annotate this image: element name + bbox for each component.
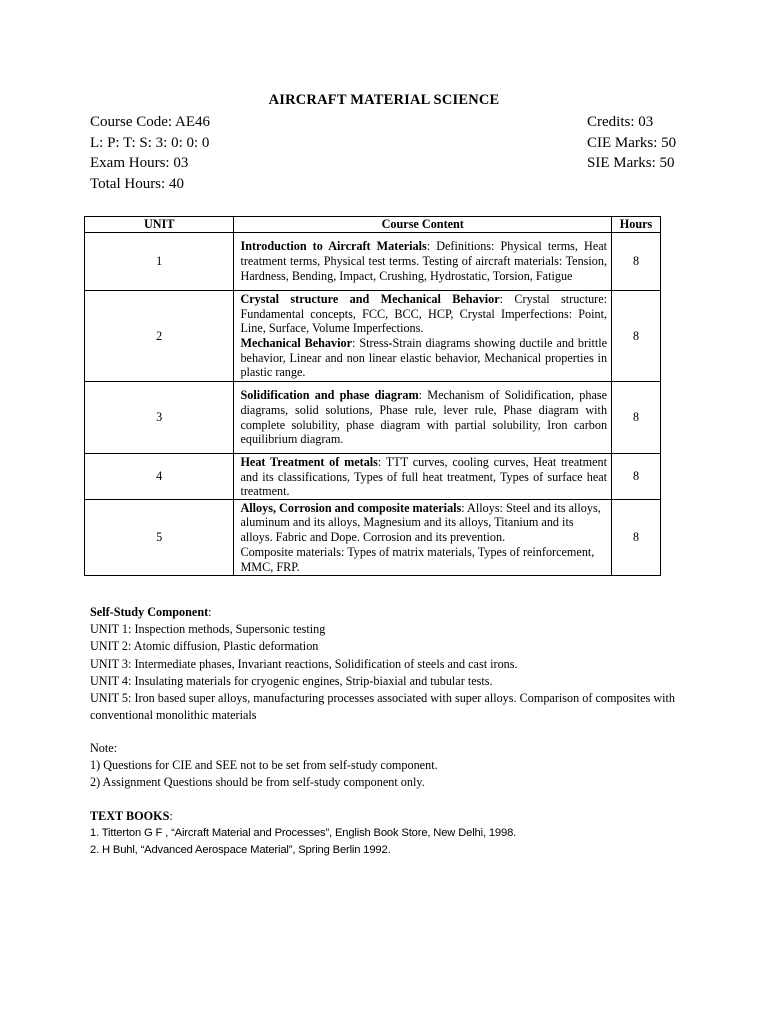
content-paragraph [240,545,607,574]
content-paragraph [240,239,607,283]
unit-column-header: UNIT [85,217,234,233]
notes-heading: Note: [90,741,118,755]
topic-text: Composite materials: Types of matrix materials, Types of reinforcement, MMC, FRP. [240,544,595,574]
topic-heading: Solidification and phase diagram [240,388,419,403]
notes-section [90,740,690,792]
text-books-section [90,808,690,860]
content-paragraph [240,455,607,499]
lpts-scheme: L: P: T: S: 3: 0: 0: 0 [90,134,210,151]
table-row [85,233,661,291]
self-study-section [90,604,690,724]
topic-heading: Introduction to Aircraft Materials [240,239,427,254]
table-header-row [85,217,661,233]
unit-number: 2 [85,291,234,382]
self-study-item: UNIT 3: Intermediate phases, Invariant reactions, Solidification of steels and cast irons. [90,656,518,671]
unit-content [234,454,612,500]
text-book-item: 1. Titterton G F , “Aircraft Material and Processes”, English Book Store, New Delhi, 1998. [90,827,517,840]
unit-number: 4 [85,454,234,500]
topic-text: : Crystal structure: Fundamental concepts, FCC, BCC, HCP, Crystal Imperfections: Point, Line, Surface, Volume Imperfections. [240,291,608,336]
text-books-heading [90,808,690,825]
unit-number: 3 [85,382,234,454]
topic-text: : Stress-Strain diagrams showing ductile and brittle behavior, Linear and non linear elastic behavior, Mechanical properties in plastic range. [240,336,608,380]
topic-heading: Crystal structure and Mechanical Behavior [240,291,500,306]
unit-content [234,291,612,382]
course-content-table [84,216,661,576]
credits: Credits: 03 [587,114,654,130]
text-book-item: 2. H Buhl, “Advanced Aerospace Material”, Spring Berlin 1992. [90,844,391,857]
topic-text: : Alloys: Steel and its alloys, aluminum and its alloys, Magnesium and its alloys, Titanium and its alloys. Fabric and Dope. Corrosion and its prevention. [240,500,601,545]
topic-heading: Heat Treatment of metals [240,454,378,469]
sie-marks: SIE Marks: 50 [587,155,675,171]
course-meta-right [587,112,676,174]
content-column-header: Course Content [234,217,612,233]
content-paragraph [240,501,607,545]
unit-hours: 8 [612,454,661,500]
unit-number: 1 [85,233,234,291]
hours-column-header: Hours [612,217,661,233]
unit-hours: 8 [612,291,661,382]
self-study-item: UNIT 4: Insulating materials for cryogenic engines, Strip-biaxial and tubular tests. [90,673,493,688]
total-hours: Total Hours: 40 [90,175,184,192]
table-row [85,382,661,454]
unit-hours: 8 [612,500,661,576]
unit-number: 5 [85,500,234,576]
heading-colon: : [169,809,173,823]
topic-heading: Mechanical Behavior [240,336,353,350]
note-item: 2) Assignment Questions should be from self-study component only. [90,775,425,790]
table-row [85,291,661,382]
unit-content [234,233,612,291]
unit-content [234,500,612,576]
self-study-item: UNIT 5: Iron based super alloys, manufacturing processes associated with super alloys. Comparison of composites with conventional monolithic materials [90,691,675,723]
topic-text: : TTT curves, cooling curves, Heat treatment and its classifications, Types of full heat treatment, Types of surface heat treatment. [240,454,608,499]
content-paragraph [240,336,607,380]
topic-text: : Mechanism of Solidification, phase diagrams, solid solutions, Phase rule, lever rule, Phase diagram with complete solubility, phase diagram with partial solubility, Iron carbon equilibrium diagram. [240,388,608,447]
course-code: Course Code: AE46 [90,114,210,130]
self-study-heading-text: Self-Study Component [90,605,209,619]
self-study-item: UNIT 2: Atomic diffusion, Plastic deformation [90,639,319,654]
unit-content [234,382,612,454]
note-item: 1) Questions for CIE and SEE not to be set from self-study component. [90,758,438,773]
topic-heading: Alloys, Corrosion and composite materials [240,500,462,515]
heading-colon: : [208,605,212,619]
content-paragraph [240,388,607,447]
unit-hours: 8 [612,233,661,291]
topic-text: : Definitions: Physical terms, Heat treatment terms, Physical test terms. Testing of aircraft materials: Tension, Hardness, Bending, Impact, Crushing, Hydrostatic, Torsion, Fatigue [240,239,608,283]
course-meta-left [90,112,210,194]
cie-marks: CIE Marks: 50 [587,134,677,151]
self-study-heading [90,604,690,621]
text-books-heading-text: TEXT BOOKS [90,809,170,823]
unit-hours: 8 [612,382,661,454]
exam-hours: Exam Hours: 03 [90,155,189,171]
self-study-item: UNIT 1: Inspection methods, Supersonic testing [90,622,326,637]
course-title: AIRCRAFT MATERIAL SCIENCE [268,92,500,108]
content-paragraph [240,292,607,336]
table-row [85,454,661,500]
table-row [85,500,661,576]
